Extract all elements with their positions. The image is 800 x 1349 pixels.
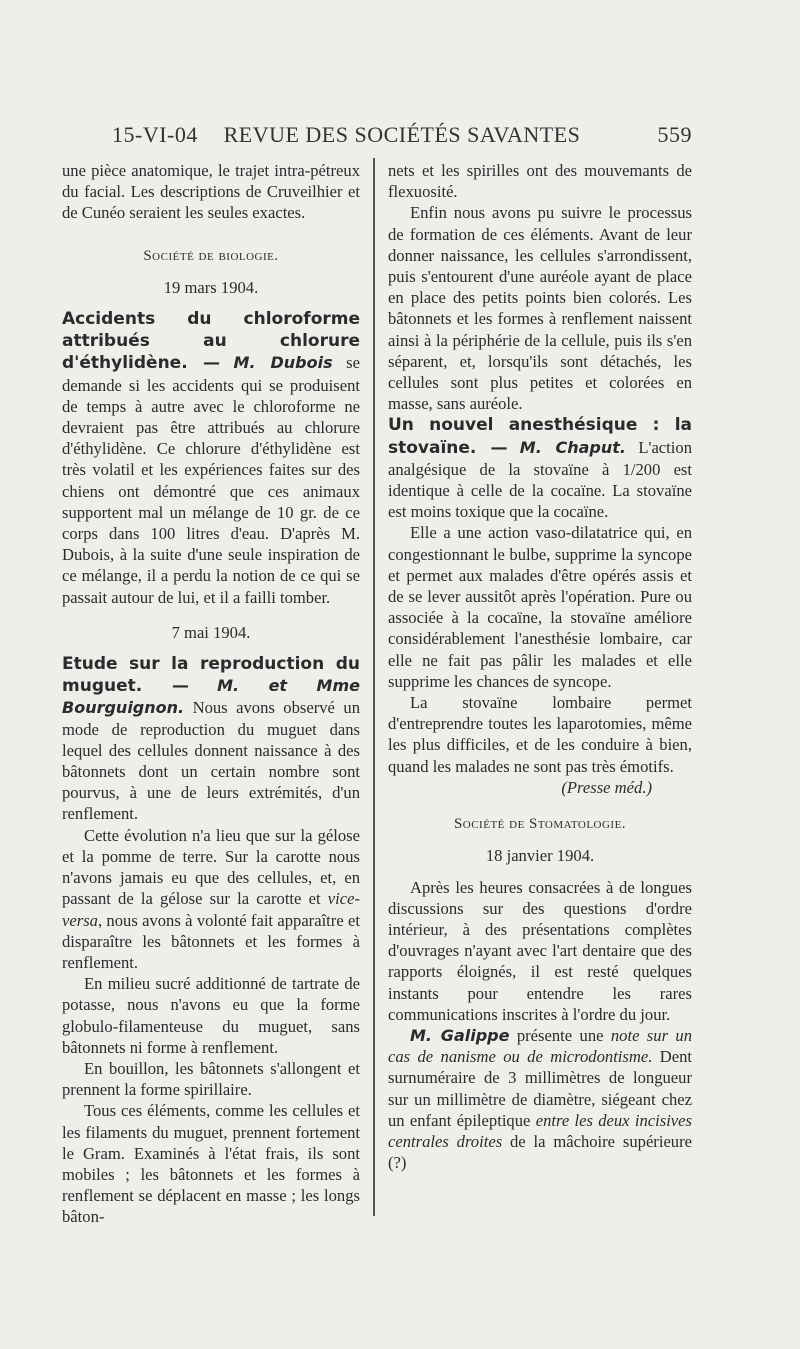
paragraph: Elle a une action vaso-dilatatrice qui, en congestionnant le bulbe, supprime la syncope et permet aux malades d'être opérés assis et de se lever aussitôt après l'opération. Pure ou associée à la cocaïne, la stovaïne améliore considérablement l'anesthésie lombaire, car elle ne fait pas pâlir les malades et elle supprime les chances de syncope.: [388, 523, 692, 691]
session-date: 7 mai 1904.: [171, 622, 251, 642]
paragraph: Après les heures consacrées à de longues discussions sur des questions d'ordre intérieur, à des présentations complètes d'ouvrages n'ayant avec l'art dentaire que des rapports éloignés, il est resté quelques instants pour entendre les rares communications inscrites à l'ordre du jour.: [388, 877, 692, 1024]
paragraph: nets et les spirilles ont des mouvemants de flexuosité.: [388, 161, 692, 202]
session-date: 18 janvier 1904.: [485, 846, 595, 866]
source-citation: (Presse méd.): [561, 777, 652, 797]
article-title: Accidents du chloroforme attribués au chlorure d'éthylidène. —: [62, 309, 360, 374]
running-header: [112, 122, 692, 154]
article-author: M. Dubois: [233, 353, 333, 373]
left-column: [62, 160, 360, 1228]
paragraph: En milieu sucré additionné de tartrate de potasse, nous n'avons eu que la forme globulo-filamenteuse du muguet, sans bâtonnets ni forme à renflement.: [62, 974, 360, 1057]
issue-date: 15-VI-04: [112, 122, 198, 147]
paragraph: En bouillon, les bâtonnets s'allongent et prennent la forme spirillaire.: [62, 1058, 360, 1100]
paragraph: Tous ces éléments, comme les cellules et les filaments du muguet, prennent fortement le Gram. Examinés à l'état frais, ils sont mobiles ; les bâtonnets et les formes à renflement se déplacent en masse ; les longs bâton-: [62, 1101, 360, 1227]
society-heading: Société de biologie.: [143, 247, 279, 264]
article-paragraph: [62, 653, 360, 825]
column-divider: [373, 158, 375, 1216]
paragraph: Cette évolution n'a lieu que sur la gélose et la pomme de terre. Sur la carotte nous n'avons jamais eu que des cellules, et, en passant de la gélose sur la carotte et vice-versa, nous avons à volonté fait apparaître et disparaître les bâtonnets et les formes à renflement.: [62, 825, 360, 972]
article-author: M. Chaput.: [519, 437, 627, 457]
article-text: se demande si les accidents qui se produisent de temps à autre avec le chloroforme ne devraient pas être attribués au chlorure d'éthylidène. Ce chlorure d'éthylidène est très volatil et les expériences faites sur des chiens ont démontré que ces animaux supportent mal un mélange de 10 gr. de ce corps dans 100 litres d'eau. D'après M. Dubois, à la suite d'une seule inspiration de ce mélange, il a perdu la notion de ce qui se passait autour de lui, et il a failli tomber.: [62, 353, 360, 607]
right-column: [388, 160, 692, 1173]
article-title: Un nouvel anesthésique : la stovaïne. —: [388, 415, 692, 458]
session-date: 19 mars 1904.: [163, 277, 259, 297]
paragraph: Enfin nous avons pu suivre le processus de formation de ces éléments. Avant de leur donner naissance, les cellules s'arrondissent, puis s'entourent d'une auréole ayant de place en place des petits points bien colorés. Les bâtonnets et les formes à renflement naissent ainsi à la périphérie de la cellule, puis ils s'en séparent, et, lorsqu'ils sont détachés, les cellules sont plus petites et colorées en masse, sans auréole.: [388, 203, 692, 414]
article-text: Nous avons observé un mode de reproduction du muguet dans lequel des cellules donnent naissance à des bâtonnets dont un certain nombre sont pourvus, à une de leurs extrémités, d'un renflement.: [62, 698, 360, 824]
article-author: M. et Mme Bourguignon.: [62, 676, 360, 718]
journal-title: REVUE DES SOCIÉTÉS SAVANTES: [223, 122, 581, 147]
page-number: 559: [657, 122, 692, 147]
article-author: M. Galippe: [410, 1025, 510, 1045]
article-paragraph: [388, 414, 692, 522]
article-paragraph: M. Galippe présente une note sur un cas de nanisme ou de microdontisme. Dent surnuméraire de 3 millimètres de longueur sur un millimètre de diamètre, siégeant chez un enfant épileptique entre les deux incisives centrales droites de la mâchoire supérieure (?): [388, 1025, 693, 1173]
paragraph: une pièce anatomique, le trajet intra-pétreux du facial. Les descriptions de Cruveilhier et de Cunéo seraient les seules exactes.: [62, 161, 360, 223]
society-heading: Société de Stomatologie.: [453, 816, 627, 833]
article-title: Etude sur la reproduction du muguet. —: [62, 654, 360, 697]
article-paragraph: [62, 308, 360, 608]
article-text: L'action analgésique de la stovaïne à 1/200 est identique à celle de la cocaïne. La stovaïne est moins toxique que la cocaïne.: [388, 437, 692, 522]
paragraph: La stovaïne lombaire permet d'entreprendre toutes les laparotomies, même les plus difficiles, et de les conduire à bien, quand les malades ne sont pas très émotifs.: [388, 693, 692, 776]
